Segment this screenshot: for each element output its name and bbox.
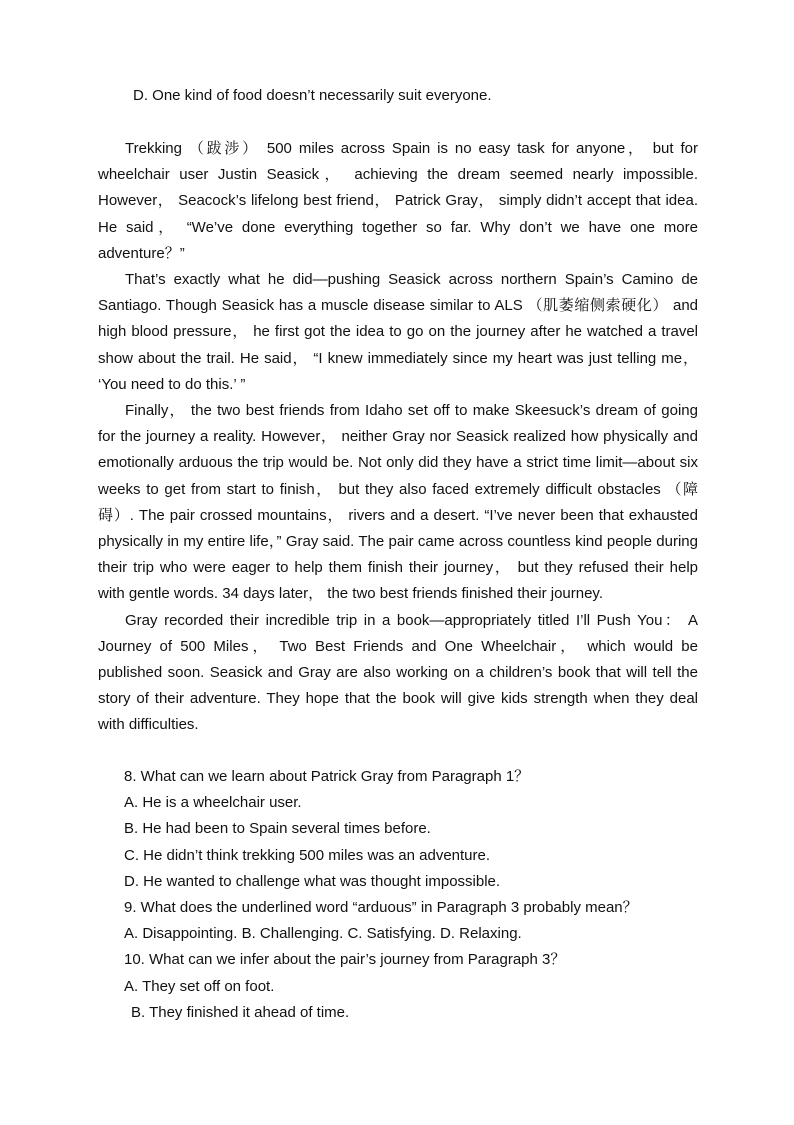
passage-paragraph-1: Trekking （跋涉） 500 miles across Spain is no easy task for anyone， but for wheelchair user Justin Seasick， achieving the dream seemed nearly impossible. However， Seacock’s lifelong best friend， Patrick Gray， simply didn’t accept that idea. He said， “We’ve done everything together so far. Why don’t we have one more adventure？” — [98, 140, 698, 262]
question-list — [124, 764, 704, 1026]
question-10-option-b: B. They finished it ahead of time. — [131, 1003, 350, 1021]
passage-paragraph-3: Finally， the two best friends from Idaho set off to make Skeesuck’s dream of going for the journey a reality. However， neither Gray nor Seasick realized how physically and emotionally arduous the trip would be. Not only did they have a strict time limit—about six weeks to get from start to finish， but they also faced extremely difficult obstacles （障碍）. The pair crossed mountains， rivers and a desert. “I’ve never been that exhausted physically in my entire life，” Gray said. The pair came across countless kind people during their trip who were eager to help them finish their journey， but they refused their help with gentle words. 34 days later， the two best friends finished their journey. — [98, 402, 698, 603]
question-9-options: A. Disappointing. B. Challenging. C. Satisfying. D. Relaxing. — [124, 925, 522, 943]
question-8-option-b: B. He had been to Spain several times before. — [124, 820, 431, 838]
question-8-option-d: D. He wanted to challenge what was thought impossible. — [124, 872, 501, 890]
question-8-option-a: A. He is a wheelchair user. — [124, 794, 302, 812]
reading-passage — [98, 136, 698, 739]
question-9-stem: 9. What does the underlined word “arduous” in Paragraph 3 probably mean？ — [124, 899, 638, 917]
passage-paragraph-4: Gray recorded their incredible trip in a book—appropriately titled I’ll Push You： A Journey of 500 Miles， Two Best Friends and One Wheelchair， which would be published soon. Seasick and Gray are also working on a children’s book that will tell the story of their adventure. They hope that the book will give kids strength when they deal with difficulties. — [98, 611, 698, 734]
question-10-option-a: A. They set off on foot. — [124, 977, 275, 995]
passage-paragraph-2: That’s exactly what he did—pushing Seasick across northern Spain’s Camino de Santiago. Though Seasick has a muscle disease similar to ALS （肌萎缩侧索硬化） and high blood pressure， he first got the idea to go on the journey after he watched a travel show about the trail. He said， “I knew immediately since my heart was just telling me， ‘You need to do this.’ ” — [98, 271, 698, 393]
question-10-stem: 10. What can we infer about the pair’s journey from Paragraph 3？ — [124, 951, 566, 969]
previous-question-option-d: D. One kind of food doesn’t necessarily suit everyone. — [133, 87, 492, 104]
question-8-option-c: C. He didn’t think trekking 500 miles was an adventure. — [124, 846, 491, 864]
question-8-stem: 8. What can we learn about Patrick Gray from Paragraph 1？ — [124, 768, 530, 785]
